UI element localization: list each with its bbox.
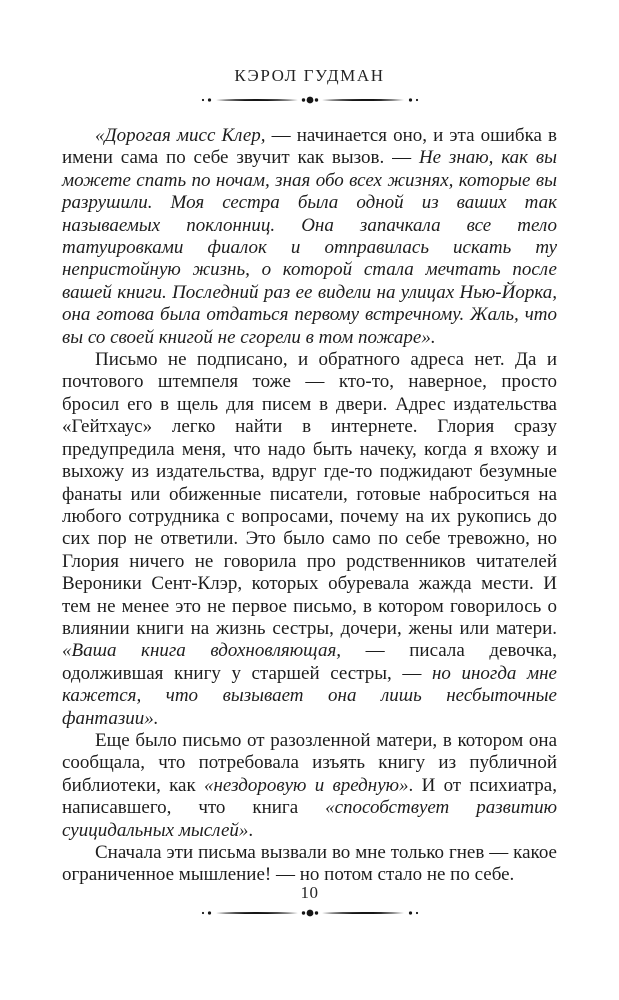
- text-run: Письмо не подписано, и обратного адреса нет. Да и почтового штемпеля тоже — кто-то, наверное, просто бросил его в щель для писем в двери. Адрес издательства «Гейтхаус» легко найти в интернете. Глория сразу предупредила меня, что надо быть начеку, когда я вхожу и выхожу из издательства, вдруг где-то поджидают безумные фанаты или обиженные писатели, готовые наброситься на любого сотрудника с вопросами, почему на их рукопись до сих пор не ответили. Это было само по себе тревожно, но Глория ничего не говорила про родственников читателей Вероники Сент-Клэр, которых обуревала жажда мести. И тем не менее это не первое письмо, в котором говорилось о влиянии книги на жизнь сестры, дочери, жены или матери.: [62, 349, 557, 639]
- italic-text-run: но иногда мне кажется, что вызывает она лишь несбыточные фантазии».: [62, 662, 557, 729]
- italic-text-run: «нездоровую и вредную»: [203, 774, 409, 796]
- text-run: .: [248, 819, 254, 841]
- italic-text-run: «способствует развитию суицидальных мыслей»: [62, 797, 557, 841]
- text-run: Сначала эти письма вызвали во мне только гнев — какое ограниченное мышление! — но потом стало не по себе.: [62, 842, 557, 886]
- paragraph: [62, 842, 557, 887]
- text-block: [62, 125, 557, 887]
- running-title: КЭРОЛ ГУДМАН: [234, 66, 385, 85]
- page-footer: [0, 883, 619, 918]
- text-run: — начинается оно, и эта ошибка в имени сама по себе звучит как вызов. —: [62, 125, 558, 169]
- ornament-divider: [201, 908, 419, 918]
- page-number: 10: [300, 883, 319, 902]
- italic-text-run: Не знаю, как вы можете спать по ночам, зная обо всех жизнях, которые вы разрушили. Моя сестра была одной из ваших так называемых поклонниц. Она запачкала все тело татуировками фиалок и отправилась искать ту непристойную жизнь, о которой стала мечтать после вашей книги. Последний раз ее видели на улицах Нью-Йорка, она готова была отдаться первому встречному. Жаль, что вы со своей книгой не сгорели в том пожаре».: [62, 147, 557, 348]
- paragraph: [62, 349, 557, 730]
- page-header: [0, 66, 619, 105]
- paragraph: [62, 730, 557, 842]
- text-run: Еще было письмо от разозленной матери, в котором она сообщала, что потребовала изъять книгу из публичной библиотеки, как: [62, 729, 557, 796]
- text-run: . И от психиатра, написавшего, что книга: [62, 774, 557, 819]
- italic-text-run: «Дорогая мисс Клер,: [95, 125, 272, 146]
- italic-text-run: «Ваша книга вдохновляющая,: [62, 640, 366, 662]
- text-run: — писала девочка, одолжившая книгу у старшей сестры, —: [62, 640, 558, 684]
- paragraph: [62, 125, 557, 349]
- ornament-divider: [201, 95, 419, 105]
